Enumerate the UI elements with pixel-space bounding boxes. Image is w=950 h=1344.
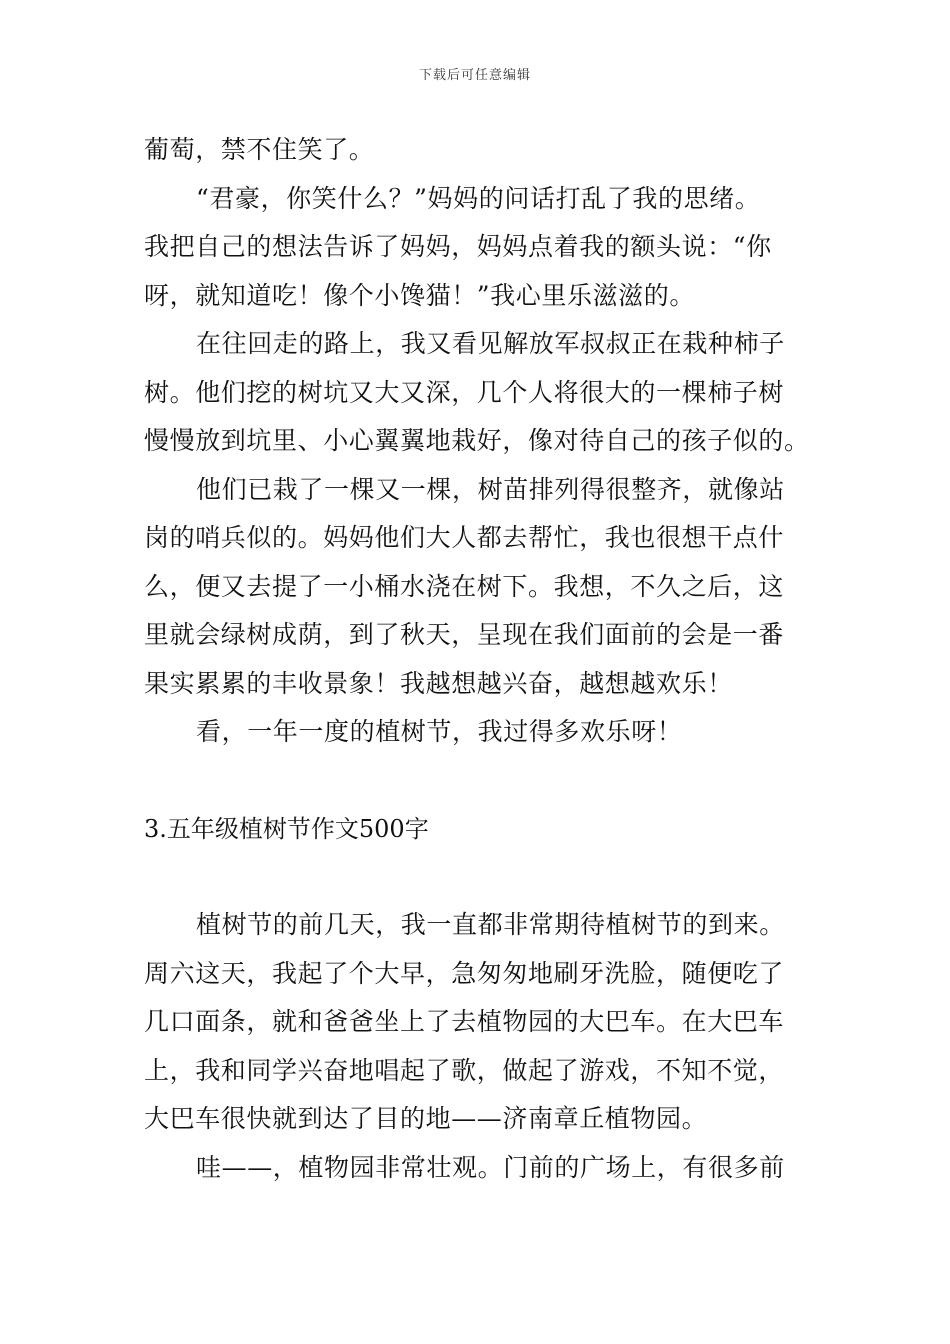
spacer [144, 853, 809, 901]
text-line: “君豪，你笑什么？”妈妈的问话打乱了我的思绪。 [196, 183, 761, 213]
text-line: 里就会绿树成荫，到了秋天，呈现在我们面前的会是一番 [144, 620, 785, 649]
text-line: 上，我和同学兴奋地唱起了歌，做起了游戏，不知不觉， [144, 1055, 785, 1085]
text-line: 岗的哨兵似的。妈妈他们大人都去帮忙，我也很想干点什 [144, 523, 785, 552]
text-line: 呀，就知道吃！像个小馋猫！”我心里乐滋滋的。 [144, 280, 695, 310]
text-line: 慢慢放到坑里、小心翼翼地栽好，像对待自己的孩子似的。 [144, 426, 810, 455]
text-line: 哇——，植物园非常壮观。门前的广场上，有很多前 [196, 1152, 785, 1182]
text-line: 周六这天，我起了个大早，急匆匆地刷牙洗脸，随便吃了 [144, 958, 785, 988]
text-line: 在往回走的路上，我又看见解放军叔叔正在栽种柿子 [196, 329, 785, 358]
text-line: 几口面条，就和爸爸坐上了去植物园的大巴车。在大巴车 [144, 1007, 785, 1036]
text-line: 树。他们挖的树坑又大又深，几个人将很大的一棵柿子树 [144, 377, 785, 407]
document-body [144, 126, 809, 1192]
text-line: 么，便又去提了一小桶水浇在树下。我想，不久之后，这 [144, 571, 785, 601]
text-line: 果实累累的丰收景象！我越想越兴奋，越想越欢乐！ [144, 668, 733, 698]
text-line: 我把自己的想法告诉了妈妈，妈妈点着我的额头说：“你 [144, 232, 772, 261]
page-header: 下载后可任意编辑 [418, 68, 531, 83]
text-line: 看，一年一度的植树节，我过得多欢乐呀！ [196, 717, 683, 746]
text-line: 大巴车很快就到达了目的地——济南章丘植物园。 [144, 1104, 708, 1133]
section-title: 3.五年级植树节作文500字 [144, 814, 429, 843]
text-line: 葡萄，禁不住笑了。 [144, 135, 375, 164]
text-line: 植树节的前几天，我一直都非常期待植树节的到来。 [196, 910, 785, 939]
spacer [144, 757, 809, 805]
text-line: 他们已栽了一棵又一棵，树苗排列得很整齐，就像站 [196, 474, 785, 504]
